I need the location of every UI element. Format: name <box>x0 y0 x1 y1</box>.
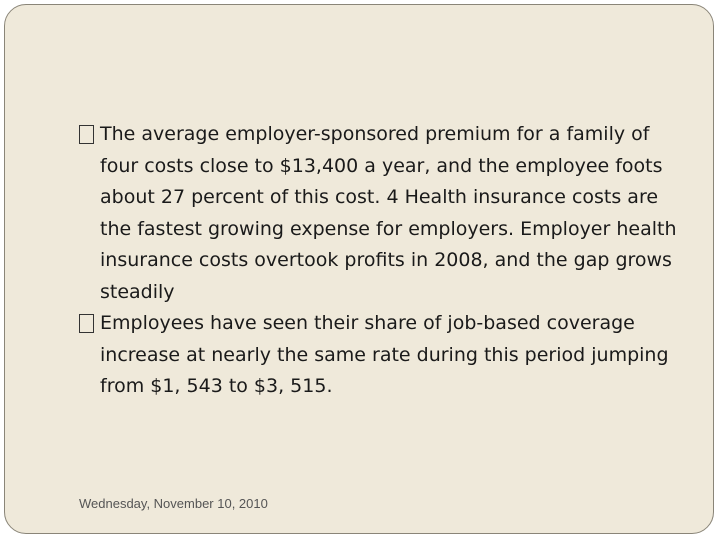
bullet-box-icon <box>79 125 94 144</box>
bullet-box-icon <box>79 314 94 333</box>
bullet-text: Employees have seen their share of job-based coverage increase at nearly the same rate during this period jumping from $1, 543 to $3, 515. <box>100 312 669 397</box>
bullet-text: The average employer-sponsored premium for a family of four costs close to $13,400 a year, and the employee foots about 27 percent of this cost. 4 Health insurance costs are the fastest growing expense for employers. Employer health insurance costs overtook profits in 2008, and the gap grows steadily <box>100 123 677 303</box>
bullet-list <box>80 119 680 403</box>
bullet-item <box>80 119 680 308</box>
bullet-item <box>80 308 680 403</box>
footer-date: Wednesday, November 10, 2010 <box>79 496 268 511</box>
